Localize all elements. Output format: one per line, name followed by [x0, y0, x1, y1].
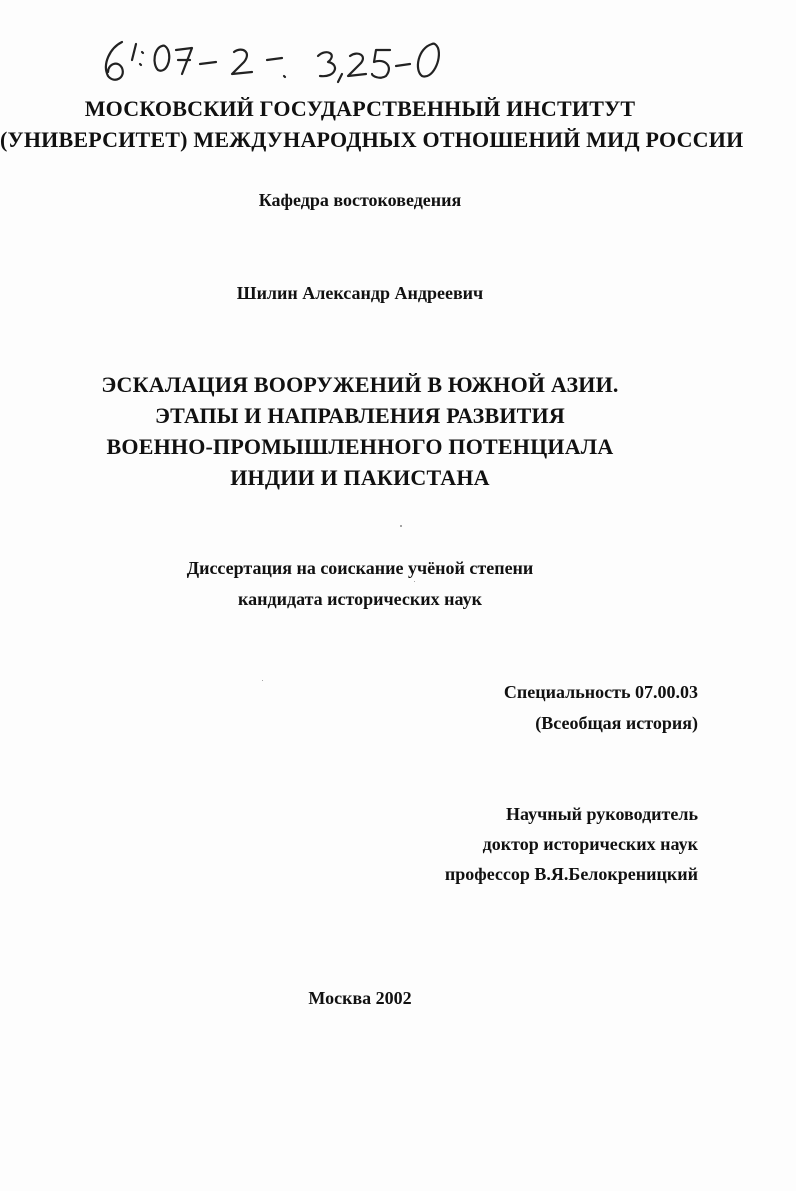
scan-speck: [262, 680, 263, 681]
scan-speck: [400, 525, 402, 527]
degree-statement-line1: Диссертация на соискание учёной степени: [186, 558, 534, 578]
dissertation-title-line3: ВОЕННО-ПРОМЫШЛЕННОГО ПОТЕНЦИАЛА: [106, 434, 614, 459]
supervisor-name: профессор В.Я.Белокреницкий: [444, 864, 698, 884]
department-name: Кафедра востоковедения: [258, 190, 462, 210]
institute-name-line2: (УНИВЕРСИТЕТ) МЕЖДУНАРОДНЫХ ОТНОШЕНИЙ МИД РОССИИ: [0, 127, 744, 152]
dissertation-title-line2: ЭТАПЫ И НАПРАВЛЕНИЯ РАЗВИТИЯ: [155, 403, 565, 428]
supervisor-degree: доктор исторических наук: [482, 834, 698, 854]
specialty-code: Специальность 07.00.03: [503, 682, 698, 702]
dissertation-title-line4: ИНДИИ И ПАКИСТАНА: [230, 465, 490, 490]
degree-statement-line2: кандидата исторических наук: [238, 589, 482, 609]
specialty-name: (Всеобщая история): [535, 713, 698, 733]
handwritten-archive-number: [92, 30, 462, 90]
city-and-year: Москва 2002: [308, 988, 412, 1008]
author-name: Шилин Александр Андреевич: [236, 283, 484, 303]
dissertation-title-line1: ЭСКАЛАЦИЯ ВООРУЖЕНИЙ В ЮЖНОЙ АЗИИ.: [101, 372, 619, 397]
scan-speck: [414, 581, 415, 582]
institute-name-line1: МОСКОВСКИЙ ГОСУДАРСТВЕННЫЙ ИНСТИТУТ: [84, 96, 636, 121]
supervisor-label: Научный руководитель: [506, 804, 698, 824]
